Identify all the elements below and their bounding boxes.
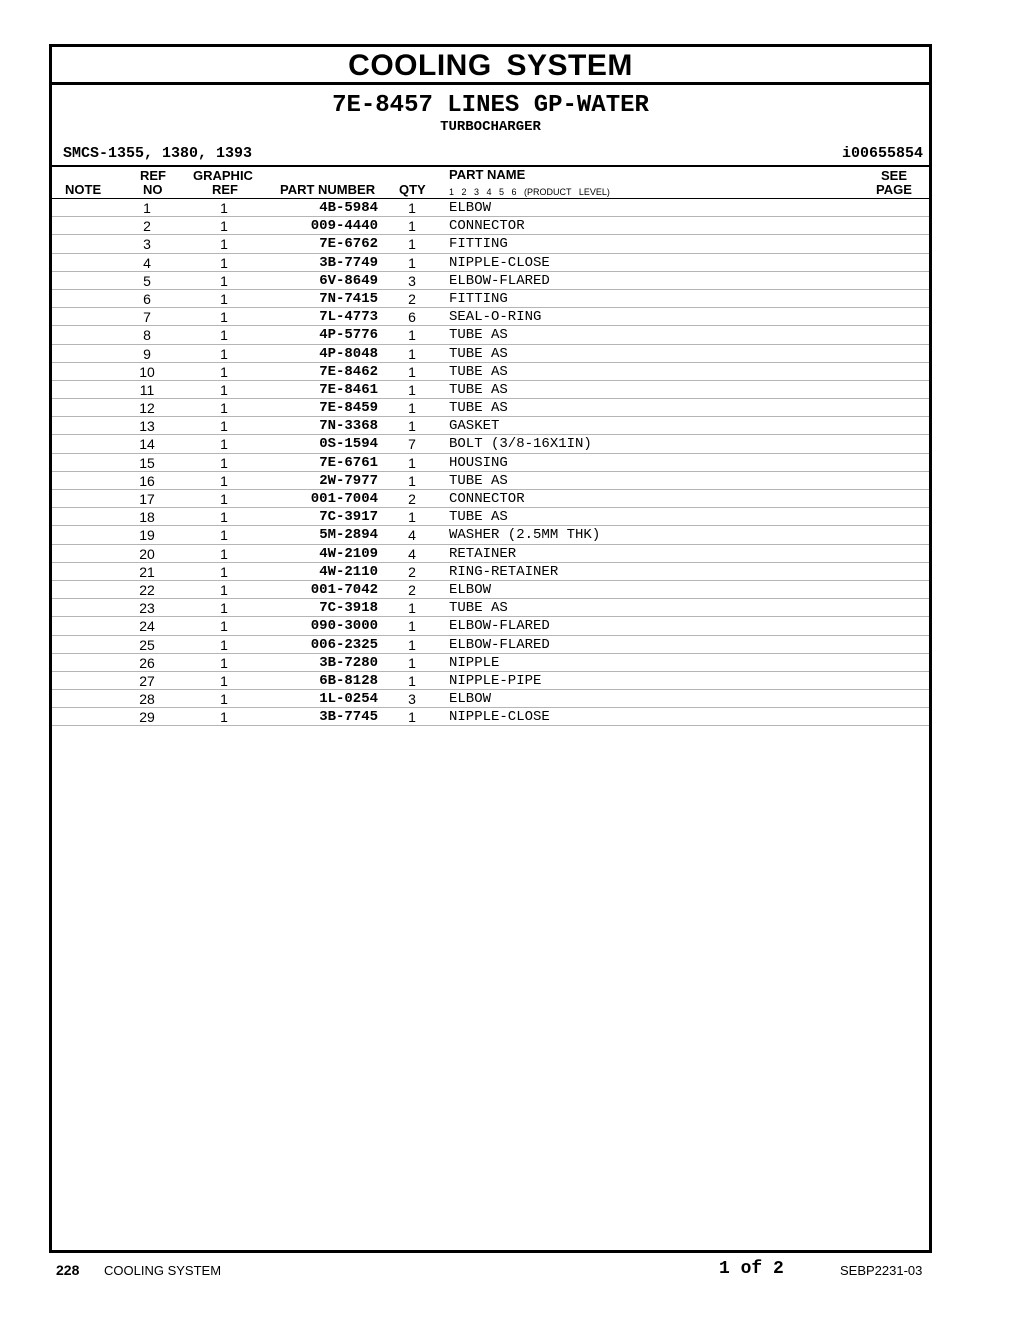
part-name: ELBOW: [449, 581, 492, 598]
graphic-ref: 1: [220, 691, 228, 708]
table-row: [52, 690, 929, 708]
table-row: [52, 381, 929, 399]
part-number: 7C-3917: [319, 509, 378, 526]
graphic-ref: 1: [220, 436, 228, 453]
ref-no: 3: [143, 236, 151, 253]
quantity: 1: [408, 381, 416, 398]
graphic-ref: 1: [220, 618, 228, 635]
ref-no: 28: [139, 691, 155, 708]
part-name: HOUSING: [449, 454, 508, 471]
ref-no: 23: [139, 600, 155, 617]
quantity: 1: [408, 345, 416, 362]
header-note: NOTE: [65, 182, 102, 197]
ref-no: 1: [143, 200, 151, 216]
part-name: TUBE AS: [449, 327, 508, 344]
footer-section: COOLING SYSTEM: [104, 1263, 222, 1278]
part-number: 009-4440: [310, 218, 378, 235]
graphic-ref: 1: [220, 709, 228, 726]
header-ref-line2: NO: [143, 182, 163, 197]
table-row: [52, 599, 929, 617]
table-row: [52, 290, 929, 308]
part-number: 7E-6761: [319, 454, 378, 471]
part-name: NIPPLE: [449, 654, 500, 671]
table-row: [52, 636, 929, 654]
part-number: 7N-7415: [319, 290, 378, 307]
part-number: 006-2325: [310, 636, 378, 653]
part-number: 7N-3368: [319, 418, 378, 435]
graphic-ref: 1: [220, 381, 228, 398]
ref-no: 22: [139, 581, 155, 598]
graphic-ref: 1: [220, 600, 228, 617]
ref-no: 2: [143, 218, 151, 235]
graphic-ref: 1: [220, 218, 228, 235]
ref-no: 26: [139, 654, 155, 671]
part-number: 6V-8649: [319, 272, 378, 289]
header-graphic-line2: REF: [212, 182, 238, 197]
ref-no: 14: [139, 436, 155, 453]
part-number: 3B-7749: [319, 254, 378, 271]
graphic-ref: 1: [220, 363, 228, 380]
header-product-levels: 1 2 3 4 5 6 (PRODUCT LEVEL): [449, 187, 610, 197]
part-name: RING-RETAINER: [449, 563, 559, 580]
table-row: [52, 308, 929, 326]
document-id: SEBP2231-03: [840, 1263, 923, 1278]
sheet-indicator: 1 of 2: [719, 1259, 784, 1279]
table-row: [52, 472, 929, 490]
table-row: [52, 490, 929, 508]
ref-no: 6: [143, 290, 151, 307]
header-part-number: PART NUMBER: [280, 182, 376, 197]
quantity: 1: [408, 472, 416, 489]
part-name: TUBE AS: [449, 363, 508, 380]
section-title: COOLING SYSTEM: [52, 47, 929, 85]
graphic-ref: 1: [220, 636, 228, 653]
part-number: 5M-2894: [319, 527, 378, 544]
ref-no: 4: [143, 254, 151, 271]
part-name: ELBOW-FLARED: [449, 272, 550, 289]
quantity: 7: [408, 436, 416, 453]
quantity: 1: [408, 327, 416, 344]
table-row: [52, 217, 929, 235]
ref-no: 25: [139, 636, 155, 653]
table-row: [52, 508, 929, 526]
table-row: [52, 545, 929, 563]
quantity: 1: [408, 236, 416, 253]
part-number: 001-7004: [310, 491, 378, 507]
table-row: [52, 199, 929, 217]
part-name: WASHER (2.5MM THK): [449, 527, 601, 544]
part-name: NIPPLE-CLOSE: [449, 709, 550, 726]
part-name: TUBE AS: [449, 472, 508, 489]
quantity: 1: [408, 509, 416, 526]
graphic-ref: 1: [220, 345, 228, 362]
table-row: [52, 235, 929, 253]
part-number: 7E-8462: [319, 363, 378, 380]
part-name: NIPPLE-CLOSE: [449, 254, 550, 271]
ref-no: 18: [139, 509, 155, 526]
ref-no: 8: [143, 327, 151, 344]
table-row: [52, 326, 929, 344]
quantity: 2: [408, 491, 416, 507]
header-see-line2: PAGE: [876, 182, 912, 197]
table-row: [52, 363, 929, 381]
part-name: SEAL-O-RING: [449, 309, 542, 326]
part-name: TUBE AS: [449, 345, 508, 362]
ref-no: 19: [139, 527, 155, 544]
graphic-ref: 1: [220, 236, 228, 253]
ref-no: 15: [139, 454, 155, 471]
part-number: 2W-7977: [319, 472, 378, 489]
ref-no: 9: [143, 345, 151, 362]
ref-no: 13: [139, 418, 155, 435]
quantity: 1: [408, 418, 416, 435]
graphic-ref: 1: [220, 472, 228, 489]
header-see-line1: SEE: [881, 168, 908, 183]
page-number: 228: [56, 1262, 80, 1278]
ref-no: 21: [139, 563, 155, 580]
part-name: TUBE AS: [449, 381, 508, 398]
quantity: 1: [408, 400, 416, 417]
part-number: 4P-8048: [319, 345, 378, 362]
part-name: NIPPLE-PIPE: [449, 672, 542, 689]
ref-no: 7: [143, 309, 151, 326]
group-title: 7E-8457 LINES GP-WATER: [332, 92, 649, 119]
graphic-ref: 1: [220, 545, 228, 562]
part-number: 4W-2109: [319, 545, 378, 562]
part-number: 7L-4773: [319, 309, 378, 326]
part-number: 7C-3918: [319, 600, 378, 617]
table-row: [52, 654, 929, 672]
table-row: [52, 617, 929, 635]
header-ref-line1: REF: [140, 168, 166, 183]
table-row: [52, 399, 929, 417]
header-part-name: PART NAME: [449, 167, 526, 182]
part-number: 001-7042: [310, 581, 378, 598]
quantity: 3: [408, 691, 416, 708]
part-name: CONNECTOR: [449, 491, 525, 507]
graphic-ref: 1: [220, 272, 228, 289]
part-name: CONNECTOR: [449, 218, 525, 235]
table-row: [52, 526, 929, 544]
quantity: 1: [408, 636, 416, 653]
part-name: TUBE AS: [449, 600, 508, 617]
ref-no: 5: [143, 272, 151, 289]
header-qty: QTY: [399, 182, 426, 197]
graphic-ref: 1: [220, 200, 228, 216]
part-number: 4B-5984: [319, 200, 378, 216]
ref-no: 24: [139, 618, 155, 635]
part-name: FITTING: [449, 236, 508, 253]
table-row: [52, 254, 929, 272]
quantity: 1: [408, 218, 416, 235]
ref-no: 27: [139, 672, 155, 689]
header-graphic-line1: GRAPHIC: [193, 168, 253, 183]
table-row: [52, 272, 929, 290]
illustration-id: i00655854: [841, 145, 923, 162]
quantity: 1: [408, 200, 416, 216]
table-row: [52, 417, 929, 435]
ref-no: 16: [139, 472, 155, 489]
quantity: 1: [408, 600, 416, 617]
graphic-ref: 1: [220, 454, 228, 471]
quantity: 1: [408, 254, 416, 271]
graphic-ref: 1: [220, 327, 228, 344]
ref-no: 20: [139, 545, 155, 562]
graphic-ref: 1: [220, 491, 228, 507]
quantity: 1: [408, 618, 416, 635]
part-number: 090-3000: [310, 618, 378, 635]
table-row: [52, 345, 929, 363]
part-name: GASKET: [449, 418, 500, 435]
quantity: 4: [408, 527, 416, 544]
parts-table: [52, 199, 929, 726]
quantity: 6: [408, 309, 416, 326]
graphic-ref: 1: [220, 309, 228, 326]
part-number: 3B-7745: [319, 709, 378, 726]
part-name: ELBOW-FLARED: [449, 618, 550, 635]
part-number: 7E-8459: [319, 400, 378, 417]
quantity: 3: [408, 272, 416, 289]
table-row: [52, 708, 929, 726]
part-name: TUBE AS: [449, 400, 508, 417]
graphic-ref: 1: [220, 654, 228, 671]
graphic-ref: 1: [220, 400, 228, 417]
quantity: 1: [408, 454, 416, 471]
part-number: 1L-0254: [319, 691, 378, 708]
table-row: [52, 435, 929, 453]
group-subtitle: TURBOCHARGER: [440, 119, 541, 135]
part-name: ELBOW-FLARED: [449, 636, 550, 653]
part-number: 6B-8128: [319, 672, 378, 689]
graphic-ref: 1: [220, 418, 228, 435]
part-name: FITTING: [449, 290, 508, 307]
quantity: 2: [408, 290, 416, 307]
table-row: [52, 563, 929, 581]
part-name: ELBOW: [449, 691, 492, 708]
graphic-ref: 1: [220, 254, 228, 271]
table-row: [52, 581, 929, 599]
part-name: ELBOW: [449, 200, 492, 216]
graphic-ref: 1: [220, 581, 228, 598]
quantity: 1: [408, 363, 416, 380]
quantity: 2: [408, 563, 416, 580]
part-name: TUBE AS: [449, 509, 508, 526]
ref-no: 29: [139, 709, 155, 726]
part-number: 7E-8461: [319, 381, 378, 398]
part-name: BOLT (3/8-16X1IN): [449, 436, 592, 453]
table-row: [52, 672, 929, 690]
ref-no: 10: [139, 363, 155, 380]
ref-no: 11: [139, 381, 155, 398]
part-number: 4W-2110: [319, 563, 378, 580]
part-number: 4P-5776: [319, 327, 378, 344]
part-name: RETAINER: [449, 545, 517, 562]
ref-no: 12: [139, 400, 155, 417]
graphic-ref: 1: [220, 563, 228, 580]
quantity: 4: [408, 545, 416, 562]
parts-list-frame: [49, 44, 932, 1253]
quantity: 1: [408, 672, 416, 689]
ref-no: 17: [139, 491, 155, 507]
graphic-ref: 1: [220, 290, 228, 307]
quantity: 2: [408, 581, 416, 598]
part-number: 0S-1594: [319, 436, 378, 453]
column-headers: [52, 167, 929, 199]
quantity: 1: [408, 709, 416, 726]
part-number: 3B-7280: [319, 654, 378, 671]
part-number: 7E-6762: [319, 236, 378, 253]
graphic-ref: 1: [220, 509, 228, 526]
table-row: [52, 454, 929, 472]
graphic-ref: 1: [220, 672, 228, 689]
smcs-codes: SMCS-1355, 1380, 1393: [63, 145, 253, 162]
page-footer: [0, 1258, 1020, 1288]
graphic-ref: 1: [220, 527, 228, 544]
smcs-row: [52, 143, 929, 167]
quantity: 1: [408, 654, 416, 671]
